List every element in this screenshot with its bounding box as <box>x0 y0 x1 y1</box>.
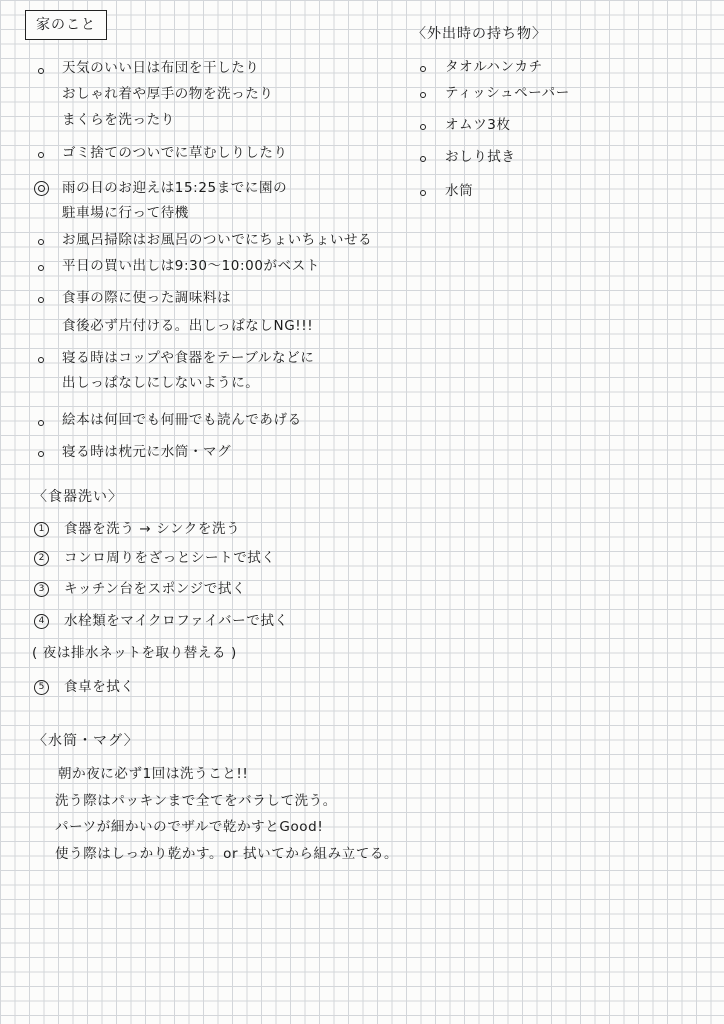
list-item-line: 出しっぱなしにしないように。 <box>62 375 260 391</box>
list-item-line: 天気のいい日は布団を干したり <box>62 60 260 76</box>
bullet-marker <box>38 68 44 74</box>
page-title: 家のこと <box>25 10 107 40</box>
step-number: 1 <box>34 522 49 537</box>
step-text: キッチン台をスポンジで拭く <box>64 581 247 597</box>
list-item-line: 雨の日のお迎えは15:25までに園の <box>62 180 288 196</box>
bullet-marker <box>38 451 44 457</box>
bullet-marker <box>420 92 426 98</box>
list-item-line: 絵本は何回でも何冊でも読んであげる <box>62 412 302 428</box>
bullet-marker <box>420 66 426 72</box>
bullet-marker <box>38 265 44 271</box>
list-item-line: まくらを洗ったり <box>62 112 175 128</box>
bullet-marker <box>420 124 426 130</box>
step-text: 食卓を拭く <box>64 679 135 695</box>
list-item: タオルハンカチ <box>445 59 543 75</box>
bottle-line: 朝か夜に必ず1回は洗うこと!! <box>58 766 249 782</box>
list-item-line: お風呂掃除はお風呂のついでにちょいちょいせる <box>62 232 373 248</box>
list-item-line: おしゃれ着や厚手の物を洗ったり <box>62 86 274 102</box>
step-number: 2 <box>34 551 49 566</box>
bullet-marker <box>38 152 44 158</box>
list-item-line: 食事の際に使った調味料は <box>62 290 232 306</box>
list-item-line: 寝る時は枕元に水筒・マグ <box>62 444 232 460</box>
list-item-line: 駐車場に行って待機 <box>62 205 189 221</box>
step-text: コンロ周りをざっとシートで拭く <box>64 550 276 566</box>
bullet-marker <box>38 239 44 245</box>
bottle-line: パーツが細かいのでザルで乾かすとGood! <box>55 819 324 835</box>
step-number: 3 <box>34 582 49 597</box>
bullet-marker <box>38 357 44 363</box>
outing-title: 〈外出時の持ち物〉 <box>412 26 547 42</box>
dishes-title: 〈食器洗い〉 <box>33 489 123 505</box>
step-number: 5 <box>34 680 49 695</box>
bottle-line: 洗う際はパッキンまで全てをバラして洗う。 <box>55 793 337 809</box>
bottle-line: 使う際はしっかり乾かす。or 拭いてから組み立てる。 <box>55 846 399 862</box>
list-item: おしり拭き <box>445 149 516 165</box>
list-item-line: ゴミ捨てのついでに草むしりしたり <box>62 145 288 161</box>
bullet-marker <box>420 190 426 196</box>
bottle-title: 〈水筒・マグ〉 <box>33 733 139 749</box>
list-item: 水筒 <box>445 183 474 199</box>
step-text: 水栓類をマイクロファイバーで拭く <box>64 613 289 629</box>
bullet-marker <box>420 156 426 162</box>
bullet-marker <box>38 420 44 426</box>
step-number: 4 <box>34 614 49 629</box>
list-item-line: 平日の買い出しは9:30〜10:00がベスト <box>62 258 320 274</box>
bullet-marker <box>38 297 44 303</box>
list-item-line: 食後必ず片付ける。出しっぱなしNG!!! <box>62 318 314 334</box>
step-text: 食器を洗う → シンクを洗う <box>64 521 241 537</box>
list-item-line: 寝る時はコップや食器をテーブルなどに <box>62 350 315 366</box>
dishes-note: ( 夜は排水ネットを取り替える ) <box>32 645 237 661</box>
list-item: ティッシュペーパー <box>445 85 570 101</box>
double-circle-marker <box>34 181 49 196</box>
list-item: オムツ3枚 <box>445 117 511 133</box>
